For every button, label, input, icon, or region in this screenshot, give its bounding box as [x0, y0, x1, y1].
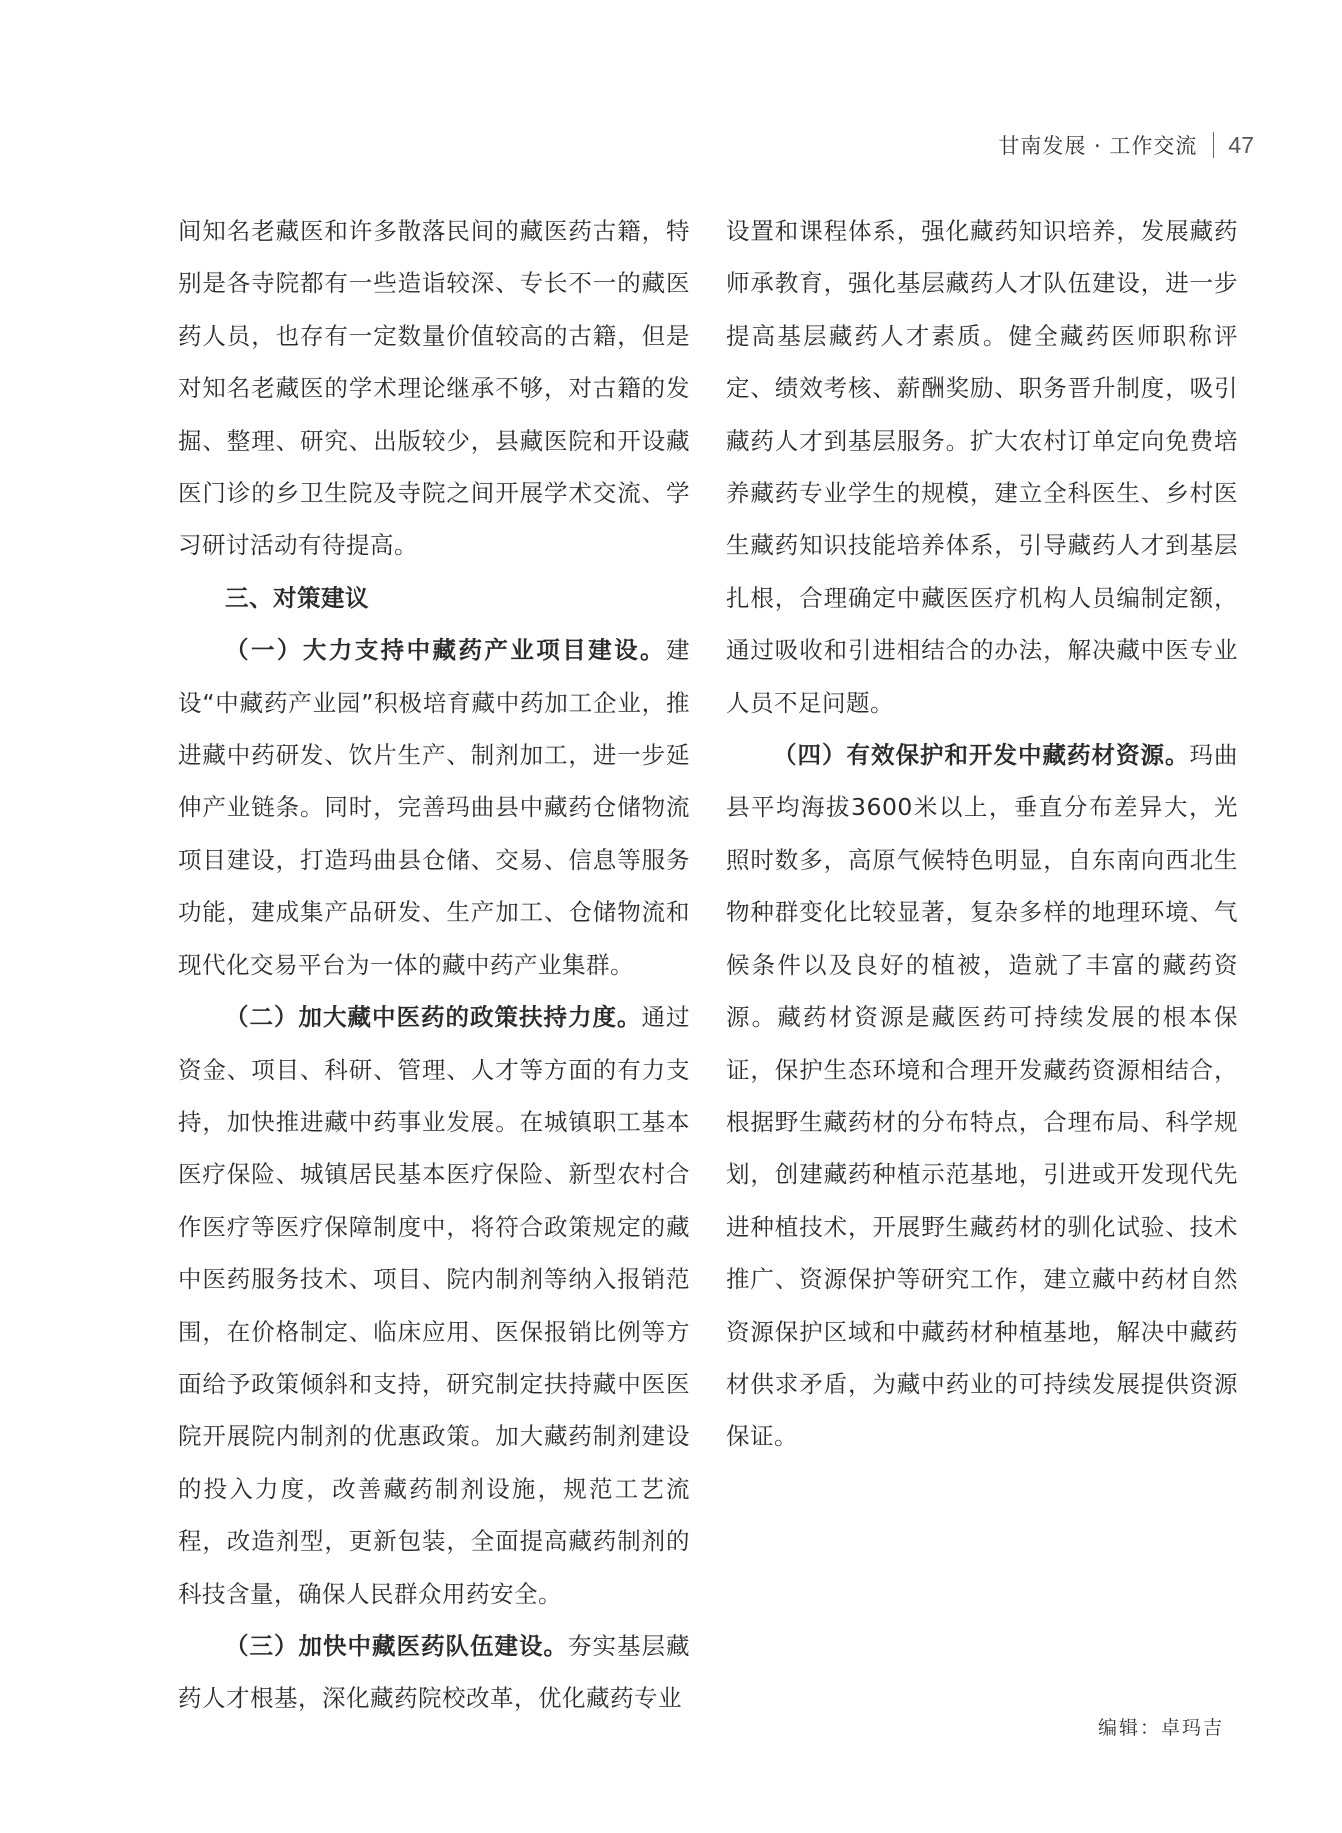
- left-column: [178, 205, 690, 1725]
- paragraph-resource-protection: [726, 729, 1238, 1463]
- paragraph-lead: （一）大力支持中藏药产业项目建设。: [225, 636, 666, 665]
- paragraph-body: 建设“中藏药产业园”积极培育藏中药加工企业，推进藏中药研发、饮片生产、制剂加工，进一步延伸产业链条。同时，完善玛曲县中藏药仓储物流项目建设，打造玛曲县仓储、交易、信息等服务功能，建成集产品研发、生产加工、仓储物流和现代化交易平台为一体的藏中药产业集群。: [178, 636, 690, 979]
- continued-paragraph: 间知名老藏医和许多散落民间的藏医药古籍，特别是各寺院都有一些造诣较深、专长不一的藏医药人员，也存有一定数量价值较高的古籍，但是对知名老藏医的学术理论继承不够，对古籍的发掘、整理、研究、出版较少，县藏医院和开设藏医门诊的乡卫生院及寺院之间开展学术交流、学习研讨活动有待提高。: [178, 217, 690, 560]
- section-title: 甘南发展 · 工作交流: [998, 134, 1198, 158]
- page-number: 47: [1228, 131, 1254, 158]
- paragraph-lead: （二）加大藏中医药的政策扶持力度。: [225, 1003, 642, 1032]
- editor-credit: 编辑：卓玛吉: [1097, 1717, 1224, 1739]
- paragraph-industry-projects: [178, 624, 690, 991]
- right-column: [726, 205, 1238, 1463]
- header-divider: [1213, 132, 1214, 158]
- paragraph-body: 玛曲县平均海拔3600米以上，垂直分布差异大，光照时数多，高原气候特色明显，自东南向西北生物种群变化比较显著，复杂多样的地理环境、气候条件以及良好的植被，造就了丰富的藏药资源。藏药材资源是藏医药可持续发展的根本保证，保护生态环境和合理开发藏药资源相结合，根据野生藏药材的分布特点，合理布局、科学规划，创建藏药种植示范基地，引进或开发现代先进种植技术，开展野生藏药材的驯化试验、技术推广、资源保护等研究工作，建立藏中药材自然资源保护区域和中藏药材种植基地，解决中藏药材供求矛盾，为藏中药业的可持续发展提供资源保证。: [726, 741, 1238, 1451]
- paragraph-body: 夯实基层藏药人才根基，深化藏药院校改革，优化藏药专业: [178, 1631, 690, 1713]
- paragraph-policy-support: [178, 991, 690, 1620]
- paragraph-body: 通过资金、项目、科研、管理、人才等方面的有力支持，加快推进藏中药事业发展。在城镇职工基本医疗保险、城镇居民基本医疗保险、新型农村合作医疗等医疗保障制度中，将符合政策规定的藏中医药服务技术、项目、院内制剂等纳入报销范围，在价格制定、临床应用、医保报销比例等方面给予政策倾斜和支持，研究制定扶持藏中医医院开展院内制剂的优惠政策。加大藏药制剂建设的投入力度，改善藏药制剂设施，规范工艺流程，改造剂型，更新包装，全面提高藏药制剂的科技含量，确保人民群众用药安全。: [178, 1003, 690, 1608]
- continued-paragraph: 设置和课程体系，强化藏药知识培养，发展藏药师承教育，强化基层藏药人才队伍建设，进一步提高基层藏药人才素质。健全藏药医师职称评定、绩效考核、薪酬奖励、职务晋升制度，吸引藏药人才到基层服务。扩大农村订单定向免费培养藏药专业学生的规模，建立全科医生、乡村医生藏药知识技能培养体系，引导藏药人才到基层扎根，合理确定中藏医医疗机构人员编制定额，通过吸收和引进相结合的办法，解决藏中医专业人员不足问题。: [726, 217, 1238, 717]
- paragraph-lead: （三）加快中藏医药队伍建设。: [225, 1631, 568, 1660]
- running-header: [998, 130, 1254, 160]
- section-heading: 三、对策建议: [225, 583, 369, 612]
- paragraph-lead: （四）有效保护和开发中藏药材资源。: [773, 741, 1190, 770]
- paragraph-team-building: [178, 1620, 690, 1725]
